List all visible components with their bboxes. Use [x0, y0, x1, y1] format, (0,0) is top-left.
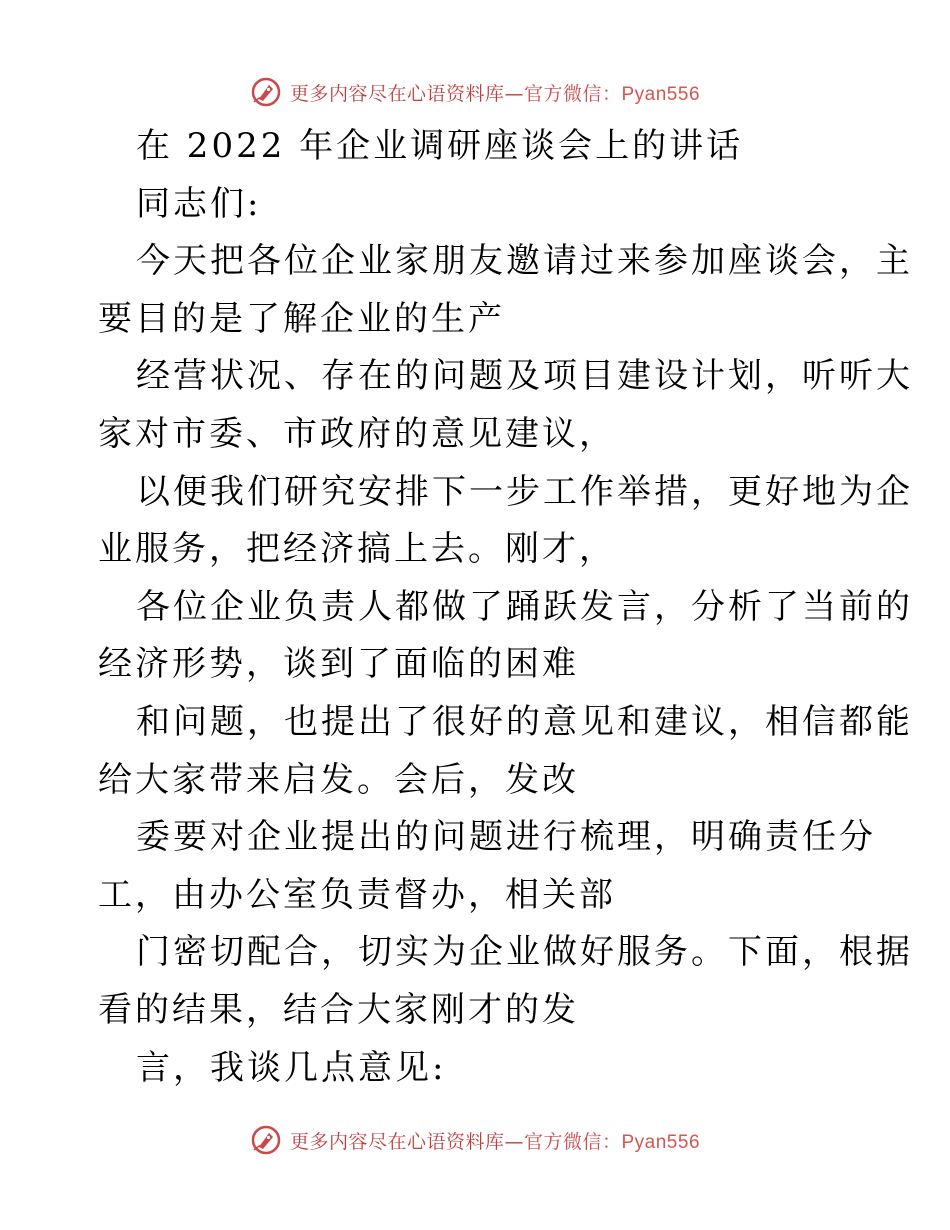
- paragraph-line: 门密切配合，切实为企业做好服务。下面，根据: [136, 932, 913, 973]
- document-title: 在 2022 年企业调研座谈会上的讲话: [136, 126, 744, 166]
- paragraph-line: 业服务，把经济搞上去。刚才，: [98, 529, 616, 570]
- footer-separator: —: [504, 1130, 524, 1153]
- paragraph-line: 委要对企业提出的问题进行梳理，明确责任分: [136, 817, 876, 858]
- footer-contact-text: 官方微信：: [523, 1130, 622, 1153]
- paragraph-line: 工，由办公室负责督办，相关部: [98, 874, 616, 915]
- footer-watermark-text: [290, 1127, 700, 1154]
- header-separator: —: [504, 82, 524, 105]
- document-body: [98, 118, 913, 1097]
- header-brand-text: 更多内容尽在心语资料库: [289, 82, 505, 105]
- header-watermark-banner: [0, 70, 950, 114]
- paragraph-line: 经济形势，谈到了面临的困难: [98, 644, 579, 685]
- header-watermark-text: [290, 79, 700, 106]
- paragraph-line: 给大家带来启发。会后，发改: [98, 759, 579, 800]
- footer-watermark-banner: [0, 1118, 950, 1162]
- paragraph-line: 和问题，也提出了很好的意见和建议，相信都能: [136, 701, 913, 742]
- paragraph-line: 家对市委、市政府的意见建议，: [98, 413, 616, 454]
- paragraph-line: 同志们:: [136, 183, 262, 224]
- paragraph-line: 言，我谈几点意见:: [136, 1047, 447, 1088]
- pen-nib-circle-icon: [250, 76, 282, 108]
- paragraph-line: 要目的是了解企业的生产: [98, 298, 505, 339]
- paragraph-line: 经营状况、存在的问题及项目建设计划，听听大: [136, 356, 913, 397]
- footer-brand-text: 更多内容尽在心语资料库: [289, 1130, 505, 1153]
- paragraph-line: 各位企业负责人都做了踊跃发言，分析了当前的: [136, 586, 913, 627]
- pen-nib-circle-icon: [250, 1124, 282, 1156]
- footer-handle: Pyan556: [621, 1131, 701, 1153]
- paragraph-line: 今天把各位企业家朋友邀请过来参加座谈会，主: [136, 241, 913, 282]
- paragraph-line: 以便我们研究安排下一步工作举措，更好地为企: [136, 471, 913, 512]
- header-contact-text: 官方微信：: [523, 82, 622, 105]
- header-handle: Pyan556: [621, 83, 701, 105]
- paragraph-line: 看的结果，结合大家刚才的发: [98, 989, 579, 1030]
